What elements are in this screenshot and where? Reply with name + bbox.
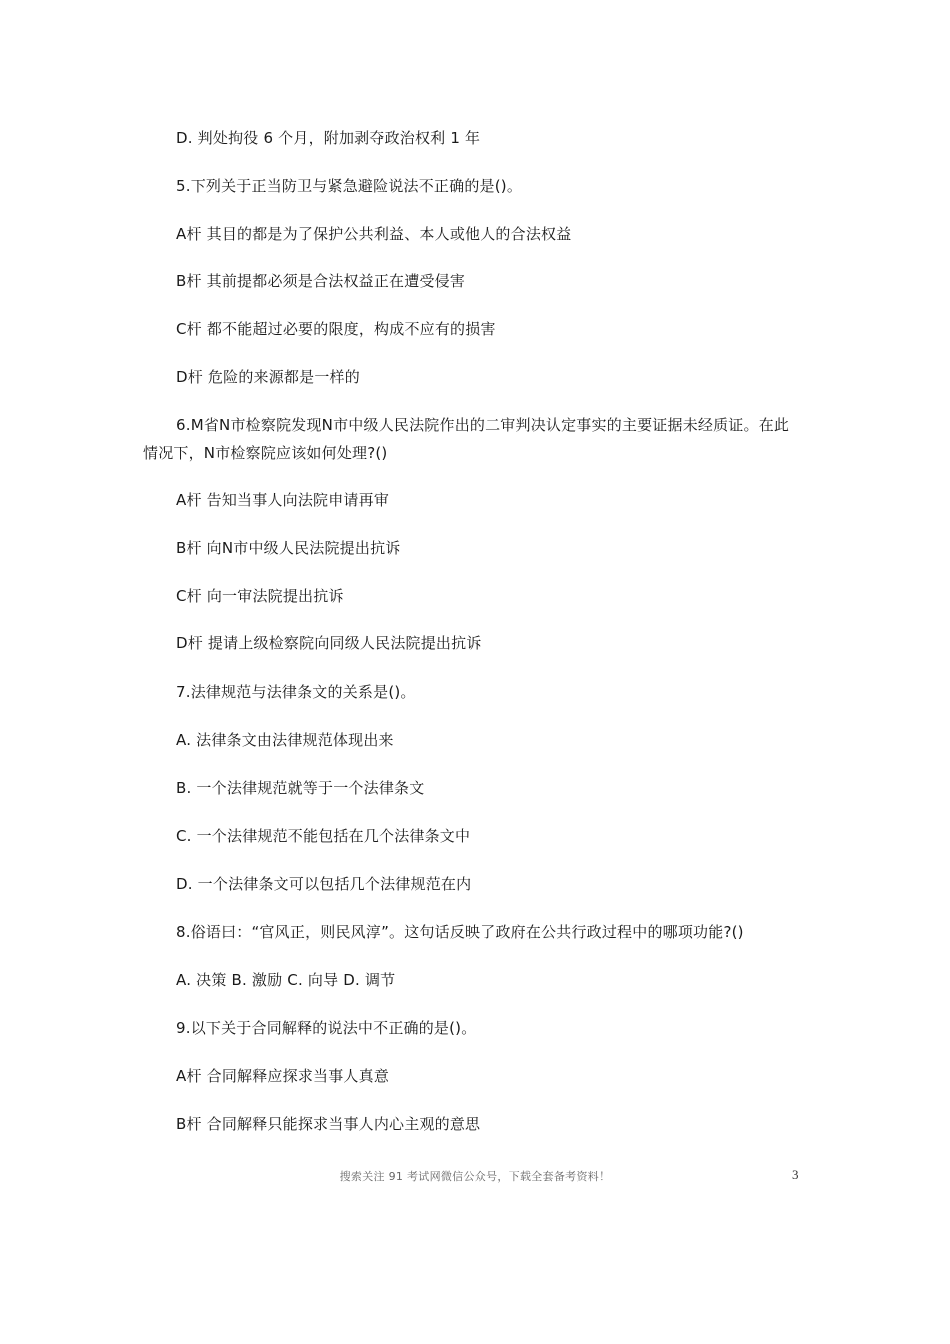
option-line: D. 一个法律条文可以包括几个法律规范在内 xyxy=(176,875,472,893)
question-line: 5.下列关于正当防卫与紧急避险说法不正确的是()。 xyxy=(176,177,523,195)
question-line: 7.法律规范与法律条文的关系是()。 xyxy=(176,683,416,701)
option-line: D杆 提请上级检察院向同级人民法院提出抗诉 xyxy=(176,634,482,652)
option-line: A杆 其目的都是为了保护公共利益、本人或他人的合法权益 xyxy=(176,225,572,243)
option-line: A杆 告知当事人向法院申请再审 xyxy=(176,491,390,509)
option-line: D杆 危险的来源都是一样的 xyxy=(176,368,360,386)
question-line: 9.以下关于合同解释的说法中不正确的是()。 xyxy=(176,1019,477,1037)
option-line: C杆 都不能超过必要的限度，构成不应有的损害 xyxy=(176,320,496,338)
option-line: B. 一个法律规范就等于一个法律条文 xyxy=(176,779,425,797)
option-line: B杆 向N市中级人民法院提出抗诉 xyxy=(176,539,401,557)
option-line: A杆 合同解释应探求当事人真意 xyxy=(176,1067,390,1085)
footer-note: 搜索关注 91 考试网微信公众号，下载全套备考资料！ xyxy=(339,1170,611,1183)
option-line: A. 法律条文由法律规范体现出来 xyxy=(176,731,394,749)
option-line: C杆 向一审法院提出抗诉 xyxy=(176,587,344,605)
option-line: C. 一个法律规范不能包括在几个法律条文中 xyxy=(176,827,471,845)
page-number: 3 xyxy=(792,1167,799,1182)
question-line: 8.俗语曰：“官风正，则民风淳”。这句话反映了政府在公共行政过程中的哪项功能?() xyxy=(176,923,744,941)
option-line: D. 判处拘役 6 个月，附加剥夺政治权利 1 年 xyxy=(176,129,481,147)
question-paragraph: 6.M省N市检察院发现N市中级人民法院作出的二审判决认定事实的主要证据未经质证。在此情况下，N市检察院应该如何处理?() xyxy=(143,416,790,462)
option-line: A. 决策 B. 激励 C. 向导 D. 调节 xyxy=(176,971,396,989)
option-line: B杆 其前提都必须是合法权益正在遭受侵害 xyxy=(176,272,466,290)
option-line: B杆 合同解释只能探求当事人内心主观的意思 xyxy=(176,1115,481,1133)
